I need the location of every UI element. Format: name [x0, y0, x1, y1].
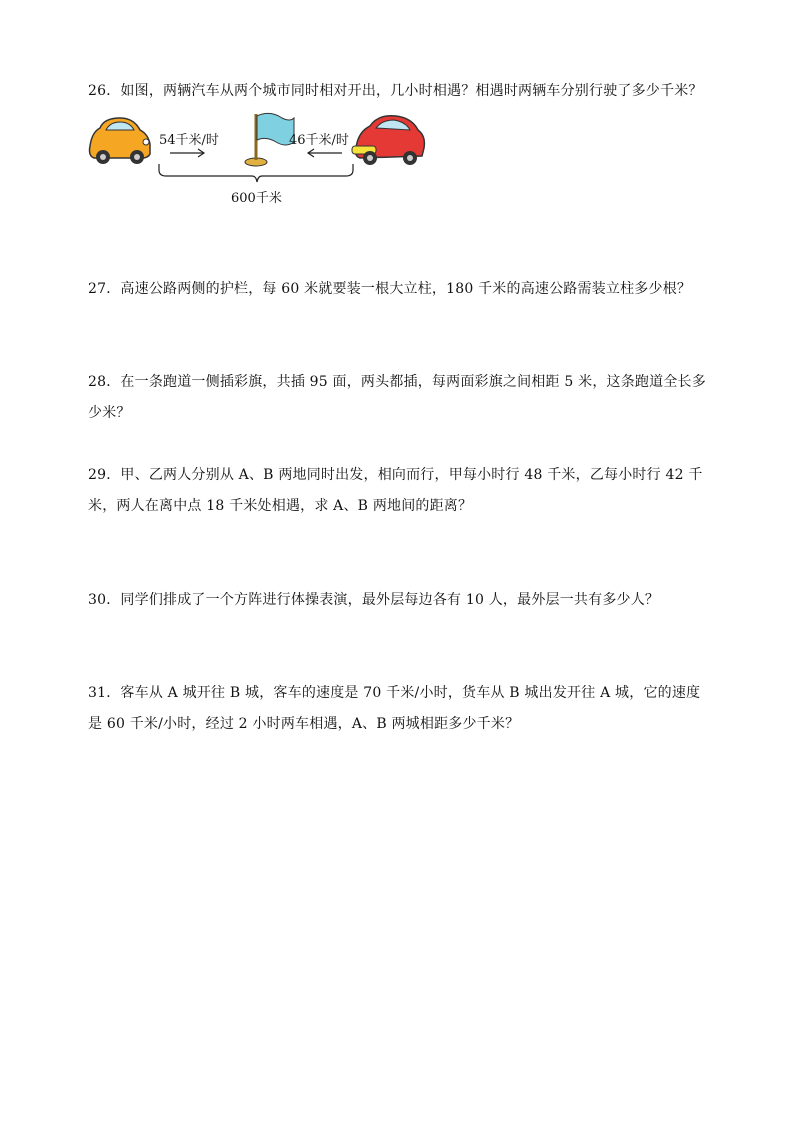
question-27: 27．高速公路两侧的护栏，每 60 米就要装一根大立柱，180 千米的高速公路需装立柱多少根？ — [88, 281, 692, 297]
question-28: 28．在一条跑道一侧插彩旗，共插 95 面，两头都插，每两面彩旗之间相距 5 米，这条跑道全长多少米？ — [88, 374, 706, 421]
meeting-diagram — [86, 108, 431, 208]
left-car-icon — [90, 118, 151, 164]
question-31: 31．客车从 A 城开往 B 城，客车的速度是 70 千米/小时，货车从 B 城出发开往 A 城，它的速度是 60 千米/小时，经过 2 小时两车相遇，A、B 两城相距多少千米？ — [88, 685, 701, 732]
right-car-icon — [352, 116, 424, 165]
question-26: 26．如图，两辆汽车从两个城市同时相对开出，几小时相遇？相遇时两辆车分别行驶了多少千米？ — [88, 83, 703, 99]
flag-icon — [245, 113, 294, 166]
distance-label: 600千米 — [231, 191, 282, 206]
distance-bracket — [159, 164, 353, 182]
right-speed-label: 46千米/时 — [289, 133, 349, 148]
question-29: 29．甲、乙两人分别从 A、B 两地同时出发，相向而行，甲每小时行 48 千米，乙每小时行 42 千米，两人在离中点 18 千米处相遇，求 A、B 两地间的距离？ — [88, 467, 703, 514]
left-speed-label: 54千米/时 — [159, 133, 219, 148]
question-30: 30．同学们排成了一个方阵进行体操表演，最外层每边各有 10 人，最外层一共有多少人？ — [88, 592, 660, 608]
